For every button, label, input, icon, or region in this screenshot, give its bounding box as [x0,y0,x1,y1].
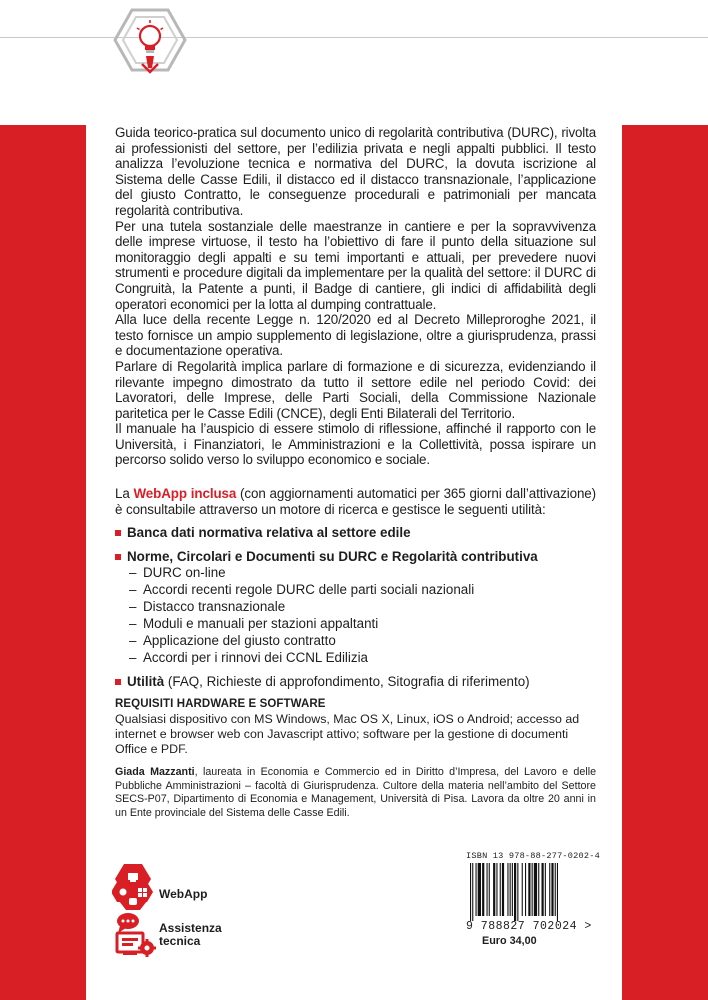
sub-list-item: – DURC on-line [127,564,596,581]
intro-paragraph: Il manuale ha l’auspicio di essere stimolo di riflessione, affinché il rapporto con le Università, i Finanziatori, le Amministrazioni e la Collettività, possa ispirare un percorso solido verso lo sviluppo economico e sociale. [115,421,596,468]
requirements-title: REQUISITI HARDWARE E SOFTWARE [115,698,326,710]
barcode-bar [476,863,477,916]
description-text [115,125,596,468]
barcode-bar [496,863,497,916]
assistance-badge-label-line2: tecnica [159,934,201,948]
requirements-section [115,697,596,757]
badges [112,862,222,957]
webapp-highlight: WebApp inclusa [133,486,237,501]
barcode-bar [542,863,544,916]
author-bio-text: , laureata in Economia e Commercio ed in Diritto d’Impresa, del Lavoro e delle Pubbliche Amministrazioni – facoltà di Giurisprudenza. Cultore della materia nell’ambito del Settore SECS-P07, Dipartimento di Economia e Management, Università di Pisa. Lavora da oltre 20 anni in un Ente provinciale del Sistema delle Casse Edili. [115,766,597,819]
barcode-bar [528,863,530,916]
isbn-digits: 9 788827 702024 > [466,920,592,933]
lead-prefix: La [115,486,134,501]
feature-bullet [115,549,596,667]
barcode-bar [478,863,481,916]
webapp-lead [115,486,596,517]
barcode-bar [557,863,558,921]
top-rule [0,37,708,38]
author-bio [115,766,596,820]
barcode-bar [470,863,471,921]
barcode-bar [510,863,511,916]
lead-rest: (con aggiornamenti automatici per 365 giorni dall’attivazione) è consultabile attraverso un motore di ricerca e gestisce le seguenti utilità: [115,486,596,517]
sub-list-item: – Accordi per i rinnovi dei CCNL Edilizia [127,649,596,666]
barcode-bar [551,863,553,916]
barcode [466,863,592,921]
barcode-bar [522,863,523,916]
feature-bullet-label: Utilità [127,674,165,690]
feature-bullet-detail: (FAQ, Richieste di approfondimento, Sitografia di riferimento) [164,674,530,690]
sub-list-item: – Accordi recenti regole DURC delle parti sociali nazionali [127,581,596,598]
isbn-label: ISBN 13 978-88-277-0202-4 [466,851,600,861]
left-red-band [0,125,86,1000]
barcode-bar [555,863,556,916]
barcode-bar [549,863,550,916]
assistance-icon [114,912,158,958]
barcode-bar [482,863,484,916]
sub-list-item: – Applicazione del giusto contratto [127,632,596,649]
sub-list [127,564,596,666]
webapp-icon [112,862,156,910]
feature-bullet [115,525,596,541]
requirements-text: Qualsiasi dispositivo con MS Windows, Mac OS X, Linux, iOS o Android; accesso ad internet e browser web con Javascript attivo; software per la gestione di documenti Office e PDF. [115,712,580,756]
price: Euro 34,00 [482,935,537,947]
intro-paragraph: Guida teorico-pratica sul documento unico di regolarità contributiva (DURC), rivolta ai professionisti del settore, per l’edilizia privata e negli appalti pubblici. Il testo analizza l’evoluzione tecnica e normativa del DURC, la dovuta iscrizione al Sistema delle Casse Edili, il distacco ed il distacco transnazionale, l’applicazione del giusto Contratto, le conseguenze procedurali e patrimoniali per mancata regolarità contributiva. [115,125,596,218]
right-red-band [622,125,708,1000]
barcode-bar [545,863,546,916]
barcode-bar [534,863,537,916]
barcode-bar [517,863,518,921]
barcode-bar [512,863,513,916]
barcode-bar [493,863,495,916]
barcode-bar [514,863,516,921]
feature-bullet-label: Norme, Circolari e Documenti su DURC e Regolarità contributiva [127,548,538,564]
barcode-bar [525,863,526,916]
barcode-bar [500,863,501,916]
barcode-bar [502,863,504,916]
barcode-bar [472,863,473,921]
webapp-badge-label: WebApp [159,887,208,901]
feature-bullet-label: Banca dati normativa relativa al settore edile [127,525,411,541]
intro-paragraph: Alla luce della recente Legge n. 120/2020 ed al Decreto Milleproroghe 2021, il testo fornisce un ampio supplemento di legislazione, oltre a giurisprudenza, prassi e documentazione operativa. [115,312,596,359]
webapp-section [115,486,596,690]
barcode-bar [532,863,533,916]
sub-list-item: – Distacco transnazionale [127,598,596,615]
barcode-bar [507,863,508,916]
barcode-bar [487,863,488,916]
barcode-bar [538,863,539,916]
feature-bullet [115,674,596,690]
assistance-badge-label-line1: Assistenza [159,921,222,935]
intro-paragraph: Per una tutela sostanziale delle maestranze in cantiere e per la sopravvivenza delle imprese virtuose, il testo ha l’obiettivo di fare il punto della situazione sul monitoraggio degli appalti e su temi importanti e attuali, per prevedere nuovi strumenti e procedure digitali da implementare per la qualità del settore: il DURC di Congruità, la Patente a punti, il Badge di cantiere, gli indici di affidabilità degli operatori economici per la lotta al dumping contrattuale. [115,218,596,312]
barcode-bar [489,863,490,916]
sub-list-item: – Moduli e manuali per stazioni appaltanti [127,615,596,632]
lightbulb-hexagon-logo [112,6,188,98]
intro-paragraph: Parlare di Regolarità implica parlare di formazione e di sicurezza, evidenziando il rilevante impegno dimostrato da tutto il settore edile nel periodo Covid: dei Lavoratori, delle Imprese, delle Parti Sociali, della Commissione Nazionale paritetica per le Casse Edili (CNCE), degli Enti Bilaterali del Territorio. [115,358,596,421]
author-name: Giada Mazzanti [115,766,195,778]
isbn-block [466,851,600,947]
